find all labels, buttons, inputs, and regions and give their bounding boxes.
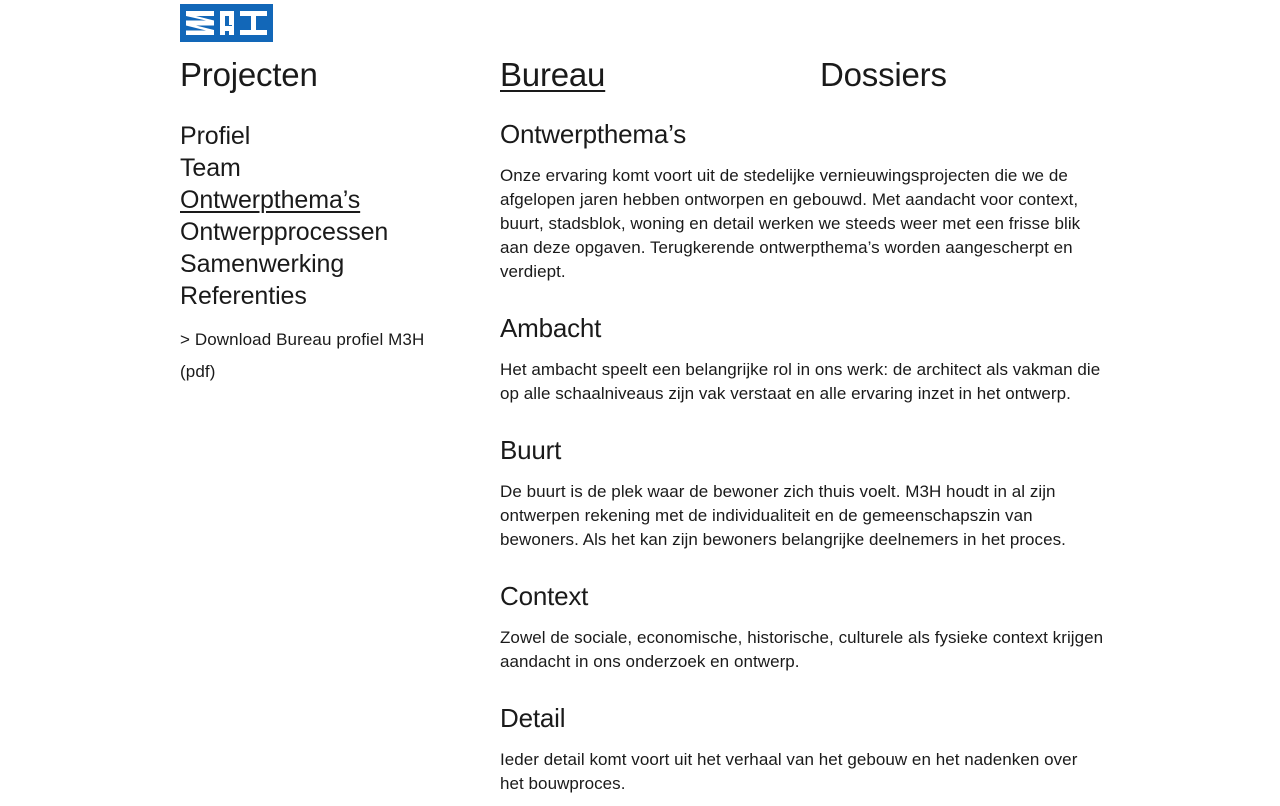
section-body: Zowel de sociale, economische, historische, culturele als fysieke context krijgen aandacht in ons onderzoek en ontwerp. — [500, 628, 1104, 671]
section-body: De buurt is de plek waar de bewoner zich thuis voelt. M3H houdt in al zijn ontwerpen rekening met de individualiteit en de gemeenschapszin van bewoners. Als het kan zijn bewoners belangrijke deelnemers in het proces. — [500, 482, 1066, 549]
m3h-logo-icon — [180, 4, 273, 42]
sidebar-item-ontwerpthemas[interactable]: Ontwerpthema’s — [180, 186, 361, 214]
m3h-logo[interactable] — [180, 4, 273, 42]
list-item — [180, 280, 470, 312]
topnav-item-projecten[interactable]: Projecten — [180, 56, 318, 93]
section-body: Het ambacht speelt een belangrijke rol in ons werk: de architect als vakman die op alle schaalniveaus zijn vak verstaat en alle ervaring inzet in het ontwerp. — [500, 360, 1101, 403]
main-content — [500, 118, 1104, 796]
section-body: Onze ervaring komt voort uit de stedelijke vernieuwingsprojecten die we de afgelopen jaren hebben ontworpen en gebouwd. Met aandacht voor context, buurt, stadsblok, woning en detail werken we steeds weer met een frisse blik aan deze opgaven. Terugkerende ontwerpthema’s worden aangescherpt en verdiept. — [500, 166, 1081, 281]
list-item — [180, 248, 470, 280]
top-navigation — [180, 53, 1180, 99]
section-heading: Buurt — [500, 435, 562, 465]
section-heading: Ontwerpthema’s — [500, 119, 687, 149]
list-item — [180, 152, 470, 184]
sidebar-item-referenties[interactable]: Referenties — [180, 282, 307, 310]
sidebar-item-team[interactable]: Team — [180, 154, 241, 182]
list-item — [180, 120, 470, 152]
section-heading: Detail — [500, 703, 566, 733]
sidebar-nav-list — [180, 120, 470, 312]
section-body: Ieder detail komt voort uit het verhaal van het gebouw en het nadenken over het bouwproces. — [500, 750, 1078, 793]
download-bureau-profiel-link[interactable]: > Download Bureau profiel M3H (pdf) — [180, 330, 425, 381]
section-ambacht — [500, 312, 1104, 406]
topnav-item-bureau[interactable]: Bureau — [500, 56, 606, 93]
list-item — [180, 216, 470, 248]
section-buurt — [500, 434, 1104, 552]
section-detail — [500, 702, 1104, 796]
sidebar — [180, 120, 470, 388]
list-item — [180, 184, 470, 216]
sidebar-item-profiel[interactable]: Profiel — [180, 122, 251, 150]
topnav-item-dossiers[interactable]: Dossiers — [820, 56, 947, 93]
sidebar-item-ontwerpprocessen[interactable]: Ontwerpprocessen — [180, 218, 389, 246]
section-heading: Context — [500, 581, 589, 611]
section-heading: Ambacht — [500, 313, 602, 343]
section-ontwerpthemas — [500, 118, 1104, 284]
sidebar-item-samenwerking[interactable]: Samenwerking — [180, 250, 345, 278]
section-context — [500, 580, 1104, 674]
